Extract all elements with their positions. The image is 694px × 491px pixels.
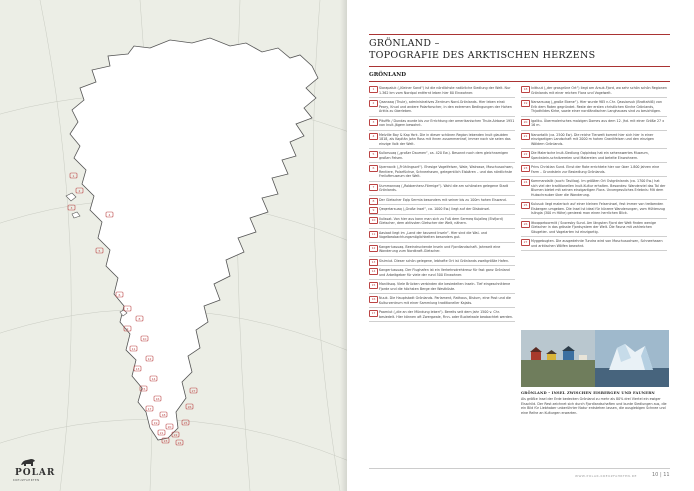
location-description: Siorapaluk („Kleiner Sand“) ist die nördlichste natürliche Siedlung der Welt. Nur 1.362 km vom Nordpol entfernt leben hier 80 Einwohner. bbox=[379, 86, 511, 95]
location-number-badge: 18 bbox=[521, 86, 530, 93]
map-label: 10 bbox=[142, 337, 147, 341]
location-description: Qaanaaq (Thule), administratives Zentrum Nord-Grönlands. Hier leben einst Peary, Knud und andere Polarforscher, in den extremen Bedingungen der Hohen Arktis zu überleben. bbox=[379, 100, 512, 113]
title-line-2: TOPOGRAFIE DES ARKTISCHEN HERZENS bbox=[369, 50, 596, 61]
location-entry bbox=[369, 259, 515, 267]
location-number-badge: 25 bbox=[521, 202, 530, 209]
map-label: 6 bbox=[118, 293, 121, 297]
location-entry bbox=[521, 119, 667, 131]
location-number-badge: 6 bbox=[369, 165, 378, 172]
location-description: Kullorsuaq („großer Daumen“, ca. 420 Ew.). Besonnt noch dem gleichnamigen großen Felsen. bbox=[379, 151, 509, 160]
photo-illustration bbox=[521, 330, 669, 387]
location-entry bbox=[369, 245, 515, 257]
map-label: 22 bbox=[173, 433, 178, 437]
location-description: Kulusuk liegt malerisch auf einer kleinen Felseninsel, fest immer von treibenden Eisbergen umgeben. Die Insel ist ideal für kürzere Wanderungen, vom Hüttenzug Islingia (300 m Höhe) genieest man einen herrlichen Blick. bbox=[531, 202, 665, 215]
location-number-badge: 7 bbox=[369, 184, 378, 191]
logo-subtext: KREUZFAHRTEN bbox=[13, 479, 40, 482]
map-label: 24 bbox=[177, 441, 182, 445]
title-rule-top bbox=[369, 34, 670, 35]
map-label: 11 bbox=[131, 347, 136, 351]
location-description: Ittoqqortoormiit / Scoresby Sund. Am längsten Fjord der Welt finden wenige Gletscher in das grösste Fjordsystem der Welt. Die Fauna mit zahlreichen Säugetier- und Vogelarten ist einzigartig. bbox=[531, 220, 657, 234]
location-entry bbox=[369, 100, 515, 117]
map-label: 16 bbox=[155, 397, 160, 401]
map-label: 15 bbox=[141, 387, 146, 391]
footer-rule bbox=[369, 468, 670, 469]
location-description: Kangerlussuaq. Der Flughafen ist ein Verkehrsdrehkreuz für fast ganz Grönland und Arbeitgeber für viele der rund 500 Einwohner. bbox=[379, 268, 510, 277]
location-description: Prins Christian Sund. Einst der Rote errichtete hier vor über 1.800 Jahren eine Farm – Grundstein zur Besiedlung Grönlands. bbox=[531, 165, 660, 174]
location-description: Sisimiut. Dieser schön gelegene, lebhafte Ort ist Grönlands zweitgrößte Hafen. bbox=[379, 258, 510, 263]
location-entry bbox=[369, 268, 515, 280]
location-number-badge: 14 bbox=[369, 268, 378, 275]
location-number-badge: 21 bbox=[521, 133, 530, 140]
location-entry bbox=[369, 86, 515, 98]
location-entry bbox=[369, 231, 515, 243]
entries-column-right bbox=[521, 86, 667, 253]
map-label: 12 bbox=[147, 357, 152, 361]
title-line-1: GRÖNLAND – bbox=[369, 38, 440, 49]
location-number-badge: 20 bbox=[521, 119, 530, 126]
location-description: Paamiut („die an der Mündung leben“). Bereits seit dem Jahr 1500 v. Chr. besiedelt. Hier können oft Zwergwale, Finn- oder Buckelwale beobachtet werden. bbox=[379, 310, 514, 319]
location-entry bbox=[369, 198, 515, 206]
location-number-badge: 15 bbox=[369, 282, 378, 289]
location-entry bbox=[521, 221, 667, 238]
map-label: 23 bbox=[163, 439, 168, 443]
map-label: 27 bbox=[191, 389, 196, 393]
location-entry bbox=[521, 100, 667, 117]
location-entry bbox=[369, 310, 515, 322]
location-entry bbox=[369, 151, 515, 163]
location-description: Upernavik („Frühlingsort“). Ehesige Vogelfelsen, Wale, Walrosse, Moschusochsen, Rentiere, Polarfüchse, Schneehasen, gelegentlich Eisbären – und das nördlichste Freiluftmuseum der Welt. bbox=[379, 165, 514, 178]
location-number-badge: 8 bbox=[369, 198, 378, 205]
location-number-badge: 11 bbox=[369, 231, 378, 238]
location-number-badge: 5 bbox=[369, 151, 378, 158]
map-label: 8 bbox=[138, 317, 141, 321]
location-entry bbox=[369, 282, 515, 294]
location-description: Aasiaat liegt im „Land der tausend Inseln“. Hier sind die Wal- und Vogelbeobachtungsmöglichkeiten besonders gut. bbox=[379, 230, 487, 239]
page-numbers: 10 | 11 bbox=[652, 472, 670, 478]
map-label: 2 bbox=[78, 189, 81, 193]
map-label: 21 bbox=[159, 431, 164, 435]
location-description: Nuuk. Die Hauptstadt Grönlands. Parlament, Rathaus, Bistum, eine Post und die Kulturzentrum mit einer Sammlung traditioneller Kajaks. bbox=[379, 296, 511, 305]
location-description: Kommandalik (auch: Tasiilaq). Im größten Ort Ostgrönlands (ca. 1700 Ew.) hat sich viel der traditionellen Inuit-Kultur erhalten. Besondes: Wanderziel das Tal der Blumen bietet mit seinen einzigartigen Flora. Unvergessliches Erlebnis: Mit dem Hubschrauber über die Wanderung. bbox=[531, 179, 666, 197]
location-number-badge: 12 bbox=[369, 245, 378, 252]
polar-bear-icon bbox=[20, 455, 36, 469]
location-number-badge: 22 bbox=[521, 151, 530, 158]
footer-url: WWW.POLAR-KREUZFAHRTEN.DE bbox=[575, 474, 637, 478]
location-number-badge: 24 bbox=[521, 179, 530, 186]
location-description: Qeqertarsuaq („Große Insel“, ca. 1000 Ew.) liegt auf der Diskoinsel. bbox=[379, 207, 491, 211]
location-entry bbox=[521, 239, 667, 251]
photo-caption-title: GRÖNLAND – INSEL ZWISCHEN EISBERGEN UND FAUNERN bbox=[521, 391, 655, 395]
location-number-badge: 27 bbox=[521, 239, 530, 246]
location-description: Der Gletscher Eqip Sermia besonders mit seiner bis zu 100m hohen Eiswand. bbox=[379, 197, 507, 202]
map-label: 25 bbox=[183, 421, 188, 425]
section-rule bbox=[369, 81, 670, 82]
location-number-badge: 17 bbox=[369, 310, 378, 317]
location-number-badge: 3 bbox=[369, 119, 378, 126]
map-label: 7 bbox=[126, 307, 129, 311]
map-label: 17 bbox=[147, 407, 152, 411]
location-number-badge: 10 bbox=[369, 217, 378, 224]
location-number-badge: 4 bbox=[369, 133, 378, 140]
location-entry bbox=[521, 133, 667, 150]
location-entry bbox=[369, 165, 515, 182]
map-label: 9 bbox=[126, 327, 129, 331]
location-number-badge: 23 bbox=[521, 165, 530, 172]
location-description: Pituffik / Dundas wurde bis zur Errichtung der amerikanischen Thule-Airbase 1951 von Inuit-Jägern bewohnt. bbox=[379, 118, 515, 127]
location-description: Igaliku. Übermalerisches malzigen Domes aus dem 12. Jhd. mit einer Größe 27 x 16 m. bbox=[531, 118, 665, 127]
location-description: Nanortalik (ca. 2500 Ew). Die reiche Tierwelt kommt hier sich hier in einer einzigartigen Landschaft mit 2000 m hohen Granitfelsen und den einzigen Wäldern Grönlands. bbox=[531, 132, 654, 146]
location-description: Die Malerische Inuit-Siedlung Oqipintoq hat ein sehenswertes Museum, Speckstein-schnitzereien und Malereien und betelte Einwohnern. bbox=[531, 151, 649, 160]
greenland-landmass bbox=[70, 38, 318, 440]
map-label: 4 bbox=[108, 213, 111, 217]
location-entry bbox=[521, 179, 667, 200]
map-label: 14 bbox=[151, 377, 156, 381]
logo-text: POLAR bbox=[15, 468, 56, 478]
photo-caption: Als größte Insel der Erde bedecken Grönland zu mehr als 80% drei Viertel ein ewiger Eisschild. Der Rest zeichnet sich durch Fjordlandschaften und bunte Siedlungen aus, die ein Bild für Liebhaber unberührter Natur entstehen lassen, die ausgiebigen Schnee und eine Reihe an Kulturgen erwarten. bbox=[521, 397, 667, 415]
publisher-logo bbox=[10, 455, 70, 485]
location-number-badge: 9 bbox=[369, 207, 378, 214]
location-description: Maniitsoq. Viele Brücken verbinden die besiedelten Inseln. Tief eingeschnittene Fjorde und die höchsten Berge der Westküste. bbox=[379, 282, 511, 291]
location-number-badge: 13 bbox=[369, 259, 378, 266]
location-number-badge: 19 bbox=[521, 100, 530, 107]
location-number-badge: 16 bbox=[369, 296, 378, 303]
location-entry bbox=[521, 86, 667, 98]
map-label: 19 bbox=[153, 421, 158, 425]
location-description: Myggebugten. Die ausgedehnte Tundra wird von Moschusochsen, Schneehasen und arktischen Wölfen bewohnt. bbox=[531, 239, 663, 248]
location-description: Kangerlussuaq. Beeindruckende Inseln und Fjordlandschaft. Jahrweit eine Wanderung zum Nordkraft-Gletscher. bbox=[379, 244, 501, 253]
title-rule-bottom bbox=[369, 66, 670, 67]
location-description: Ilulissat. Von hier aus kann man sich zu Fuß dem Sermeq Kujalleq (Eisfjord) Gletscher, dem aktivsten Gletscher der Welt, nähern. bbox=[379, 216, 503, 225]
location-entry bbox=[369, 217, 515, 229]
location-entry bbox=[369, 184, 515, 196]
location-entry bbox=[369, 296, 515, 308]
location-description: Ivittuut („der grasgrüne Ort“) liegt am Arsuk-Fjord, wo sehr schön schön Regionen Grönlands mit einer reichen Flora und Vogelwelt. bbox=[531, 86, 667, 95]
location-entry bbox=[369, 133, 515, 150]
location-entry bbox=[521, 202, 667, 219]
greenland-photo bbox=[521, 330, 669, 387]
map-label: 26 bbox=[187, 405, 192, 409]
location-number-badge: 2 bbox=[369, 100, 378, 107]
map-label: 18 bbox=[161, 413, 166, 417]
article-title bbox=[369, 38, 669, 62]
location-description: Uummannaq („Robbenherz-Förmige“). Wohl die am schönsten gelegene Stadt Grönlands. bbox=[379, 183, 508, 192]
map-label: 5 bbox=[98, 249, 101, 253]
location-description: Narsarsuaq („große Ebene“). Hier wurde 985 n.Chr. Qassiarsuk (Brattahlíð) von Erik dem Roten gegründet. Reste der ersten christlichen Kirche Grönlands, Thjodhildes Kirke, sowie einer nordländischen Langhauses sind zu besichtigen. bbox=[531, 100, 662, 113]
location-number-badge: 1 bbox=[369, 86, 378, 93]
location-description: Melville Bay & Kap York. Die in dieser schönen Region lebenden Inuit glaubten 1818, als Kapitän John Ross mit ihnen zusammentraf, immer noch sie seien das einzige Volk der Welt. bbox=[379, 132, 511, 146]
location-entry bbox=[369, 119, 515, 131]
map-label: 20 bbox=[167, 425, 172, 429]
location-number-badge: 26 bbox=[521, 221, 530, 228]
map-label: 13 bbox=[135, 367, 140, 371]
location-entry bbox=[521, 151, 667, 163]
map-label: 1 bbox=[72, 174, 75, 178]
location-entry bbox=[521, 165, 667, 177]
entries-column-left bbox=[369, 86, 515, 324]
map-label: 3 bbox=[70, 206, 73, 210]
section-heading: GRÖNLAND bbox=[369, 72, 407, 78]
location-entry bbox=[369, 207, 515, 215]
